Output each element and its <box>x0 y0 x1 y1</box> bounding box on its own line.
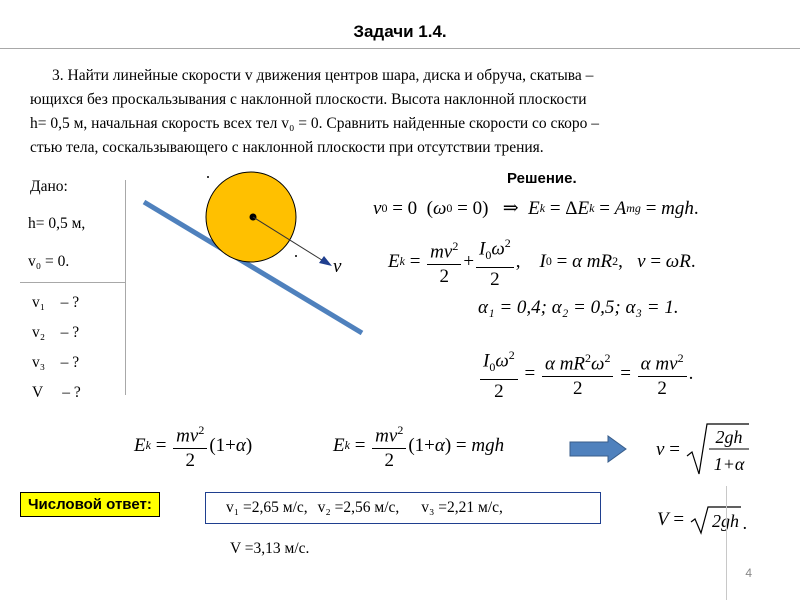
answer-label: Числовой ответ: <box>20 492 160 517</box>
incline-diagram <box>130 165 370 345</box>
svg-text:2gh: 2gh <box>711 511 739 531</box>
velocity-label: v <box>333 256 342 277</box>
equation-kinetic-energy: E k = $\frac{mv^2}{2}$ + $\frac{I_0\omega^2}{2}$ , I 0 = α mR 2 , v = ωR . <box>388 232 696 291</box>
answer-v1: v₁ =2,65 м/с, <box>226 499 308 516</box>
alpha-values: α₁ = 0,4; α₂ = 0,5; α₃ = 1. <box>478 297 679 318</box>
answer-box <box>205 492 601 524</box>
unknown-V: V – ? <box>32 384 81 401</box>
equation-rotational-energy: $\frac{I_0\omega^2}{2}$ = $\frac{\alpha mR^2\omega^2}{2}$ = $\frac{\alpha mv^2}{2}$ . <box>478 344 693 403</box>
equation-velocity-rolling: v = 2gh 1+α <box>656 422 751 478</box>
right-arrow-icon <box>568 434 630 464</box>
sqrt-expression <box>685 422 751 478</box>
problem-line-3: h= 0,5 м, начальная скорость всех тел v₀ = 0. Сравнить найденные скорости со скоро – <box>30 115 600 132</box>
given-v0: v₀ = 0. <box>28 253 70 270</box>
answer-v3: v₃ =2,21 м/с, <box>421 499 503 516</box>
given-label: Дано: <box>30 178 68 195</box>
solution-label: Решение. <box>507 170 577 187</box>
unknown-v3: v₃ – ? <box>32 354 80 371</box>
unknown-v1: v₁ – ? <box>32 294 80 311</box>
problem-line-1: 3. Найти линейные скорости v движения центров шара, диска и обруча, скатыва – <box>52 67 594 84</box>
given-vertical-divider <box>125 180 126 395</box>
answer-V: V =3,13 м/с. <box>230 540 310 557</box>
svg-text:1+α: 1+α <box>713 454 744 474</box>
problem-line-4: стью тела, соскальзывающего с наклонной плоскости при отсутствии трения. <box>30 139 544 156</box>
unknown-v2: v₂ – ? <box>32 324 80 341</box>
given-h: h= 0,5 м, <box>28 215 86 232</box>
page-number: 4 <box>745 566 752 580</box>
answer-v2: v₂ =2,56 м/с, <box>317 499 400 516</box>
sqrt-2gh <box>689 505 751 535</box>
equation-ek-alpha: E k = $\frac{mv^2}{2}$ (1+ α ) <box>134 419 252 472</box>
equation-energy-conservation: v 0 = 0 ( ω 0 = 0) ⇒ E k = Δ E k = A mg = mgh . <box>373 197 699 219</box>
problem-line-2: ющихся без проскальзывания с наклонной плоскости. Высота наклонной плоскости <box>30 91 587 108</box>
equation-ek-mgh: E k = $\frac{mv^2}{2}$ (1+ α ) = mgh <box>333 419 504 472</box>
equation-velocity-sliding: V = 2gh . <box>657 505 751 535</box>
decor-dot <box>295 255 297 257</box>
problem-statement <box>30 64 775 160</box>
svg-text:2gh: 2gh <box>715 427 743 447</box>
given-divider <box>20 282 126 283</box>
decor-dot <box>207 176 209 178</box>
title-divider <box>0 48 800 49</box>
slide-title: Задачи 1.4. <box>353 22 447 41</box>
velocity-arrowhead <box>319 256 332 266</box>
svg-text:.: . <box>742 513 748 533</box>
right-divider <box>726 486 727 600</box>
